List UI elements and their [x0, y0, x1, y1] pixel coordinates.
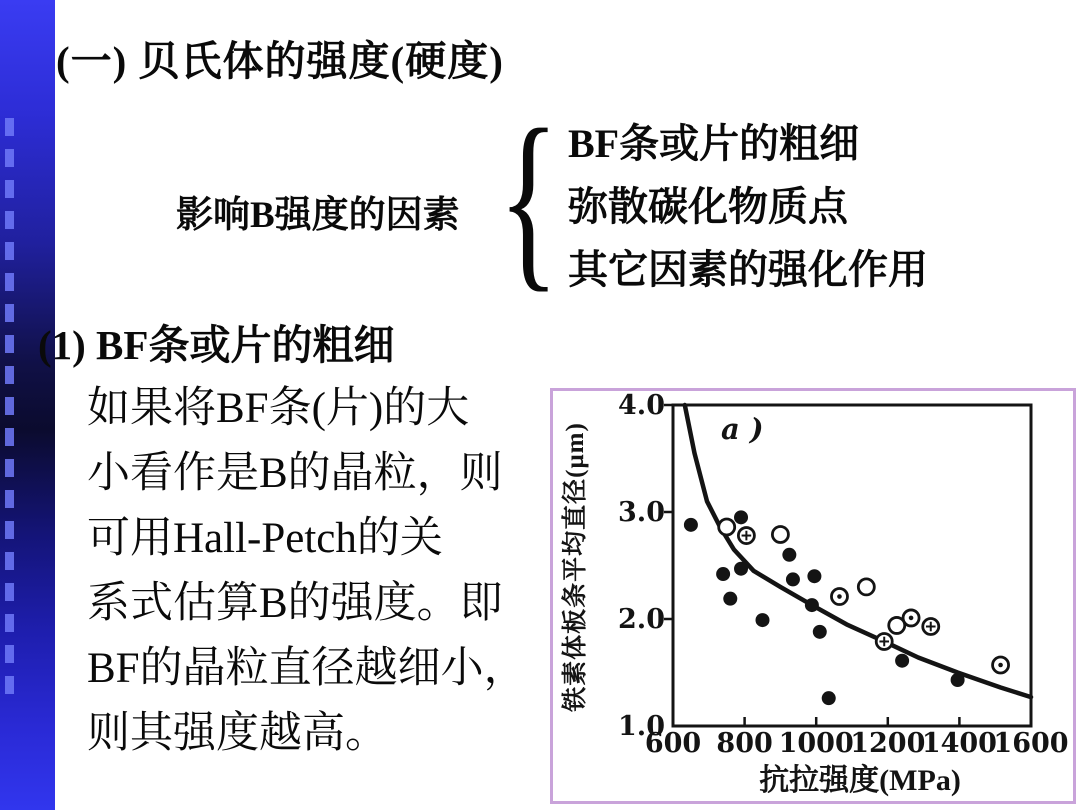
body-line-3: 可用Hall-Petch的关 [87, 515, 443, 562]
scatter-point-filled [822, 691, 836, 705]
scatter-point-filled [684, 518, 698, 532]
body-line-4: 系式估算B的强度。即 [87, 580, 503, 627]
factors-label: 影响B强度的因素 [176, 195, 460, 236]
factor-item-3: 其它因素的强化作用 [568, 247, 928, 292]
scatter-point-filled [734, 562, 748, 576]
y-tick-label: 3.0 [618, 497, 665, 528]
y-tick-label: 1.0 [618, 711, 665, 742]
scatter-point-filled [782, 548, 796, 562]
x-tick-label: 1600 [993, 728, 1069, 759]
scatter-point-filled [756, 613, 770, 627]
factor-list [568, 112, 928, 301]
slide-title: (一) 贝氏体的强度(硬度) [56, 38, 504, 84]
x-tick-label: 1400 [921, 728, 997, 759]
scatter-point-open [719, 519, 735, 535]
y-tick-label: 4.0 [618, 391, 665, 421]
marker-center-dot [998, 663, 1003, 668]
scatter-point-filled [734, 510, 748, 524]
y-axis-title: 铁素体板条平均直径(μm) [562, 422, 589, 712]
chart-svg [553, 391, 1073, 801]
scatter-point-filled [951, 673, 965, 687]
x-axis-title: 抗拉强度(MPa) [759, 764, 961, 797]
figure-panel [550, 388, 1076, 804]
scatter-point-filled [805, 598, 819, 612]
scatter-point-filled [895, 654, 909, 668]
scatter-point-open [858, 579, 874, 595]
scatter-point-filled [723, 592, 737, 606]
marker-center-dot [837, 594, 842, 599]
body-paragraph [87, 376, 527, 766]
sidebar-gradient-bar [0, 0, 55, 810]
sidebar-dash-line [5, 118, 14, 704]
x-tick-label: 1200 [850, 728, 926, 759]
section-heading: (1) BF条或片的粗细 [38, 322, 395, 368]
panel-label: a ) [721, 412, 764, 446]
x-tick-label: 800 [716, 728, 773, 759]
brace-symbol: { [498, 89, 560, 309]
fit-curve [685, 405, 1031, 697]
body-line-1: 如果将BF条(片)的大 [87, 385, 470, 432]
body-line-2: 小看作是B的晶粒，则 [87, 450, 503, 497]
factor-item-1: BF条或片的粗细 [568, 121, 860, 166]
body-line-5: BF的晶粒直径越细小， [87, 645, 527, 692]
y-tick-label: 2.0 [618, 604, 665, 635]
x-tick-label: 600 [644, 728, 702, 759]
scatter-point-filled [813, 625, 827, 639]
body-line-6: 则其强度越高。 [87, 710, 388, 757]
marker-center-dot [909, 616, 914, 621]
scatter-point-filled [786, 572, 800, 586]
factor-item-2: 弥散碳化物质点 [568, 184, 848, 229]
scatter-point-open [772, 526, 788, 542]
x-tick-label: 1000 [778, 728, 854, 759]
scatter-point-filled [807, 569, 821, 583]
scatter-point-filled [716, 567, 730, 581]
